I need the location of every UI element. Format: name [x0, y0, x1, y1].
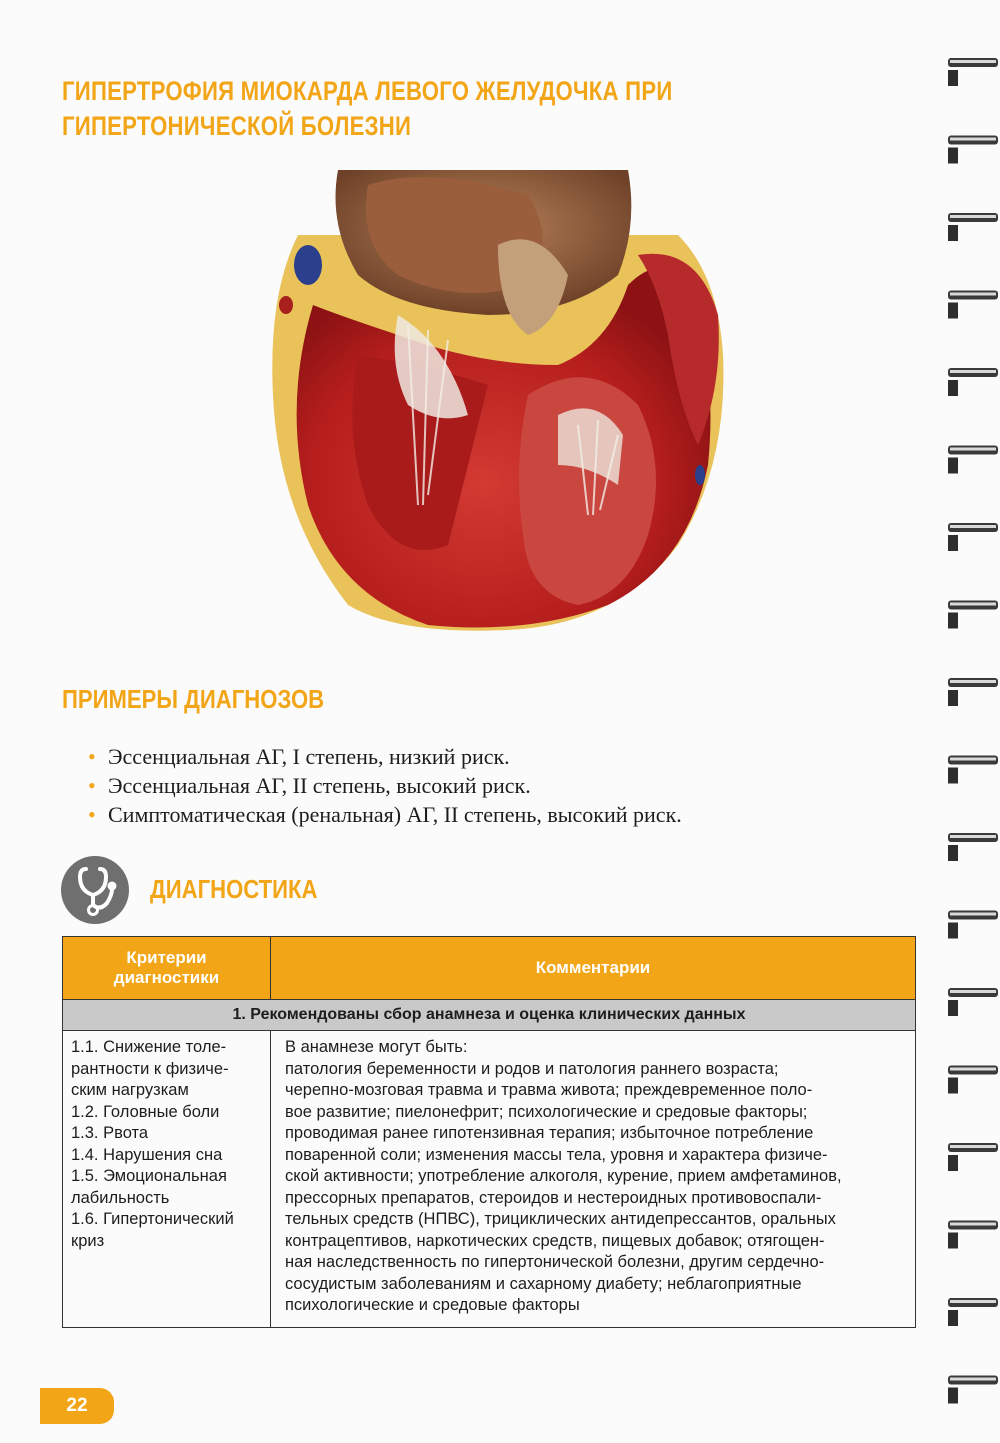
criteria-line: 1.2. Головные боли: [71, 1102, 220, 1121]
binding-ring: [948, 368, 998, 396]
binding-ring: [948, 446, 998, 474]
diagnosis-example: Эссенциальная АГ, II степень, высокий риск.: [108, 773, 531, 798]
binding-ring: [948, 756, 998, 784]
comment-line: контрацептивов, наркотических средств, пищевых добавок; отягощен-: [285, 1231, 825, 1250]
comment-line: вое развитие; пиелонефрит; психологические и средовые факторы;: [285, 1102, 808, 1121]
binding-ring: [948, 601, 998, 629]
criteria-line: 1.5. Эмоциональная: [71, 1167, 227, 1185]
diagnosis-example: Симптоматическая (ренальная) АГ, II степень, высокий риск.: [108, 802, 682, 827]
criteria-cell: [63, 1031, 271, 1328]
comment-line: поваренной соли; изменения массы тела, уровня и характера физиче-: [285, 1145, 828, 1164]
comment-line: В анамнезе могут быть:: [285, 1038, 468, 1056]
criteria-line: 1.3. Рвота: [71, 1124, 149, 1142]
binding-ring: [948, 1298, 998, 1326]
page-number: 22: [40, 1388, 114, 1424]
binding-ring: [948, 1221, 998, 1249]
criteria-line: 1.4. Нарушения сна: [71, 1145, 223, 1164]
diagnostics-heading: ДИАГНОСТИКА: [150, 874, 318, 904]
binding-ring: [948, 1066, 998, 1094]
diagnosis-examples-list: [88, 742, 682, 829]
binding-ring: [948, 1143, 998, 1171]
criteria-header-line: диагностики: [113, 968, 220, 987]
binding-ring: [948, 291, 998, 319]
bullet-icon: •: [88, 744, 96, 769]
criteria-line: лабильность: [71, 1188, 170, 1207]
table-section-row: [63, 1000, 916, 1031]
spiral-binding: [948, 48, 1000, 1438]
binding-ring: [948, 833, 998, 861]
examples-heading: ПРИМЕРЫ ДИАГНОЗОВ: [62, 684, 325, 714]
list-item: [88, 800, 682, 829]
criteria-line: ским нагрузкам: [71, 1081, 189, 1099]
page-title-line-1: ГИПЕРТРОФИЯ МИОКАРДА ЛЕВОГО ЖЕЛУДОЧКА ПРИ: [62, 76, 673, 106]
bullet-icon: •: [88, 773, 96, 798]
comment-line: тельных средств (НПВС), трициклических антидепрессантов, оральных: [285, 1210, 836, 1228]
comments-column-header: Комментарии: [271, 937, 916, 1000]
diagnosis-example: Эссенциальная АГ, I степень, низкий риск.: [108, 744, 510, 769]
comment-line: проводимая ранее гипотензивная терапия; избыточное потребление: [285, 1124, 814, 1142]
comment-line: сосудистым заболеваниям и сахарному диабету; неблагоприятные: [285, 1274, 802, 1293]
binding-ring: [948, 213, 998, 241]
comment-line: ная наследственность по гипертонической болезни, другим сердечно-: [285, 1253, 825, 1271]
criteria-line: 1.1. Снижение толе-: [71, 1038, 227, 1056]
section-title: 1. Рекомендованы сбор анамнеза и оценка клинических данных: [63, 1000, 916, 1031]
comment-line: ской активности; употребление алкоголя, курение, прием амфетаминов,: [285, 1167, 842, 1185]
list-item: [88, 742, 682, 771]
binding-ring: [948, 136, 998, 164]
bullet-icon: •: [88, 802, 96, 827]
page-title-line-2: ГИПЕРТОНИЧЕСКОЙ БОЛЕЗНИ: [62, 111, 412, 141]
diagnostics-table: [62, 936, 916, 1328]
comment-line: психологические и средовые факторы: [285, 1296, 580, 1314]
binding-ring: [948, 58, 998, 86]
binding-ring: [948, 988, 998, 1016]
comment-line: патология беременности и родов и патология раннего возраста;: [285, 1059, 779, 1078]
page-title: [62, 74, 673, 144]
comments-cell: [271, 1031, 916, 1328]
list-item: [88, 771, 682, 800]
heart-cross-section-illustration: [228, 165, 738, 635]
criteria-header-line: Критерии: [126, 948, 207, 967]
criteria-line: рантности к физиче-: [71, 1059, 229, 1078]
table-row: [63, 1031, 916, 1328]
binding-ring: [948, 1376, 998, 1404]
binding-ring: [948, 678, 998, 706]
criteria-line: криз: [71, 1231, 105, 1250]
criteria-line: 1.6. Гипертонический: [71, 1210, 234, 1228]
comment-line: прессорных препаратов, стероидов и нестероидных противовоспали-: [285, 1188, 822, 1207]
binding-ring: [948, 911, 998, 939]
criteria-column-header: [63, 937, 271, 1000]
comment-line: черепно-мозговая травма и травма живота; преждевременное поло-: [285, 1081, 813, 1099]
stethoscope-icon: [60, 855, 130, 925]
binding-ring: [948, 523, 998, 551]
